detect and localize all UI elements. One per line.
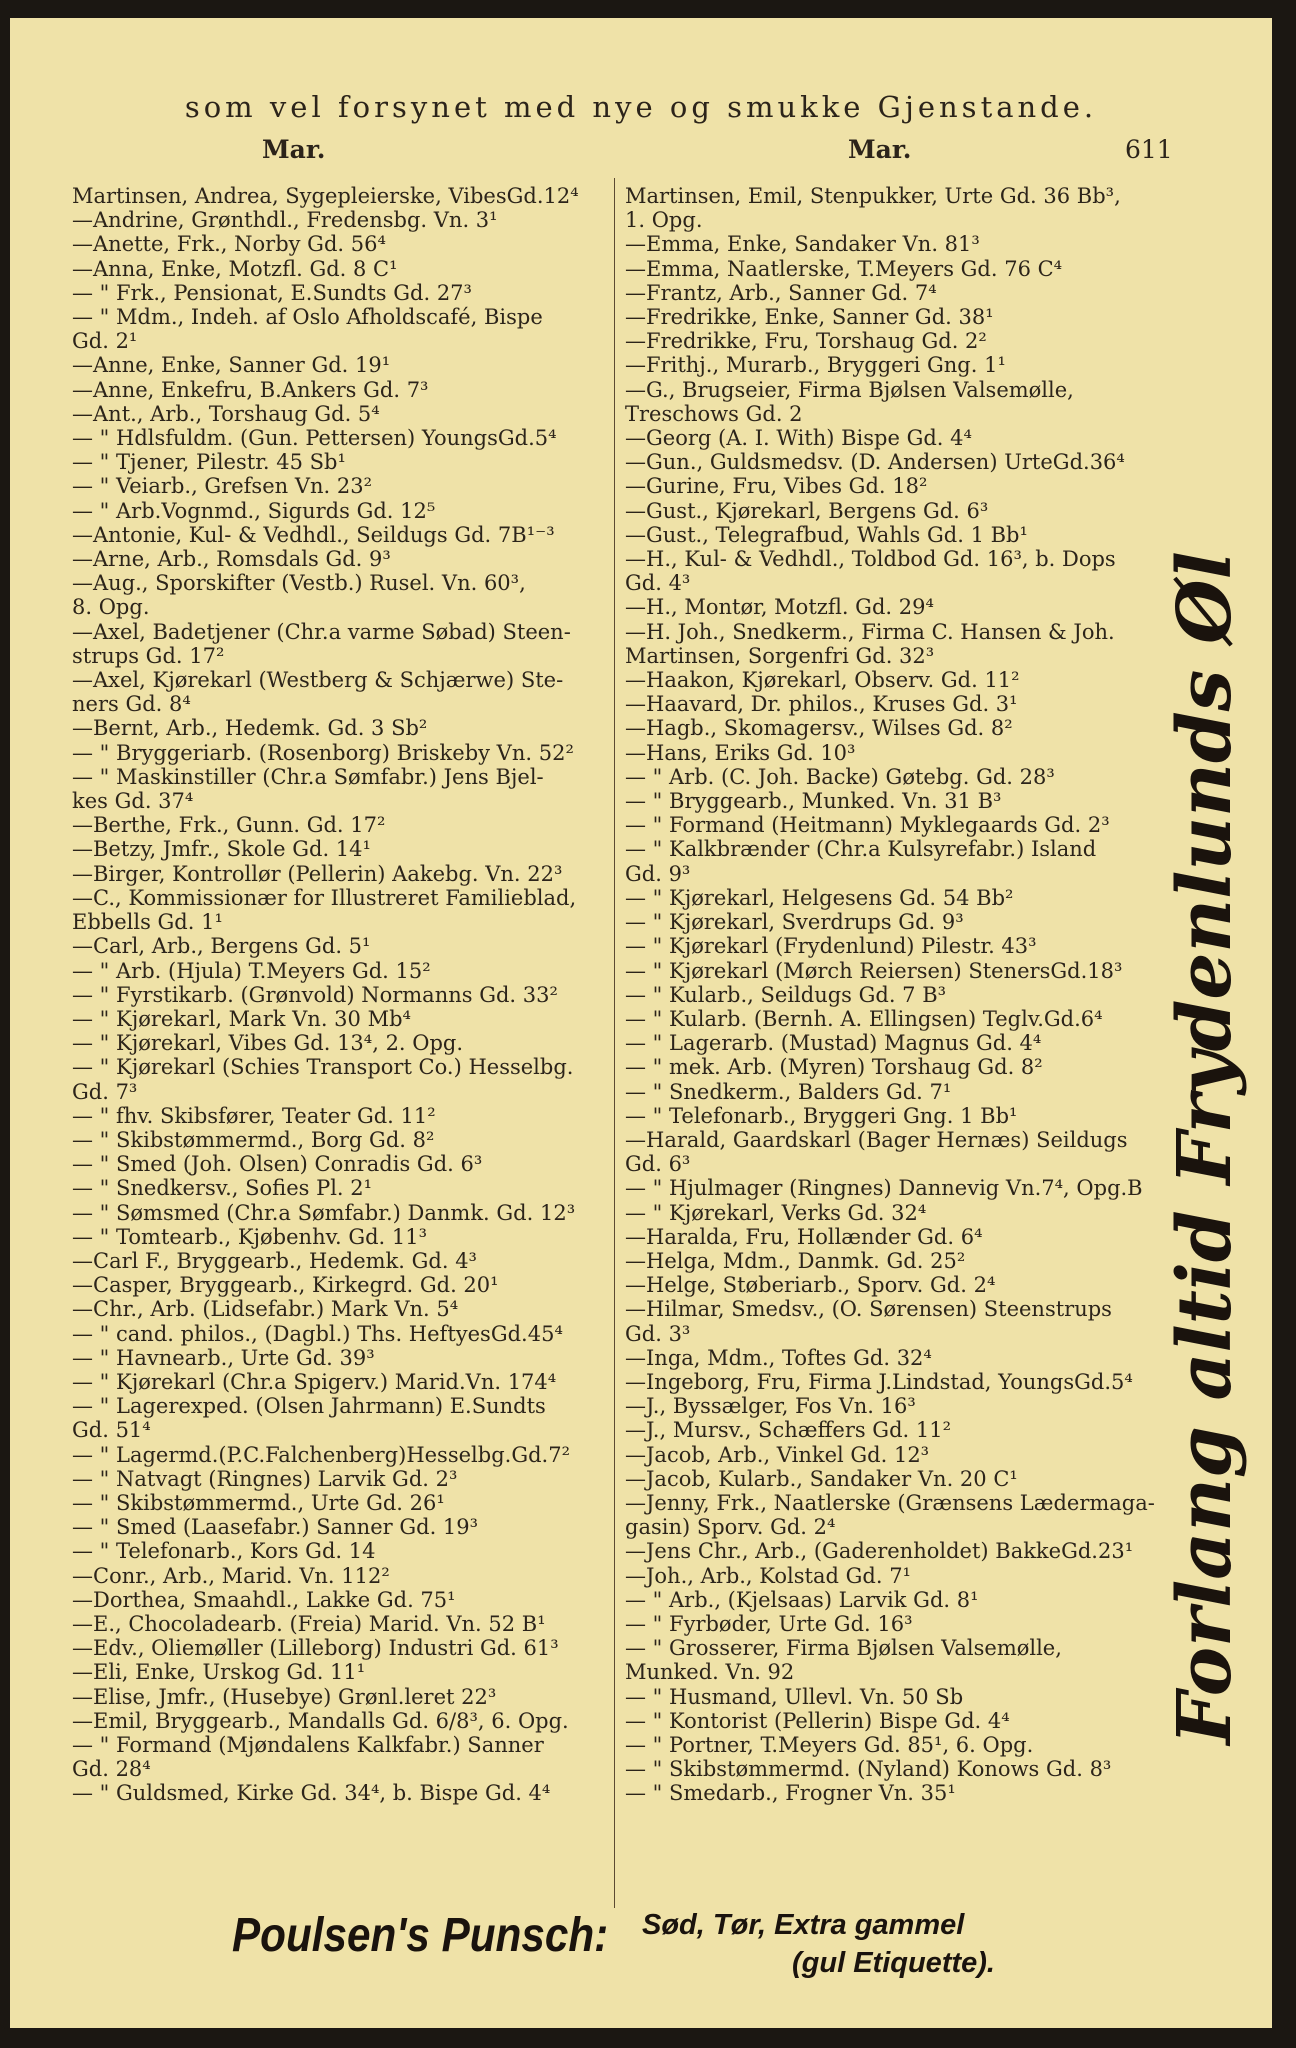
directory-entry: —Ant., Arb., Torshaug Gd. 5⁴ — [72, 401, 380, 426]
directory-entry: —Inga, Mdm., Toftes Gd. 32⁴ — [625, 1345, 932, 1370]
directory-entry: 1. Opg. — [625, 208, 703, 233]
directory-entry: —Fredrikke, Fru, Torshaug Gd. 2² — [625, 329, 987, 354]
directory-entry: — " Fyrstikarb. (Grønvold) Normanns Gd. 33² — [72, 982, 558, 1007]
directory-entry: — " Snedkersv., Sofies Pl. 2¹ — [72, 1176, 373, 1201]
directory-entry: —Berthe, Frk., Gunn. Gd. 17² — [72, 813, 386, 838]
directory-entry: — " Kjørekarl (Chr.a Spigerv.) Marid.Vn. 174⁴ — [72, 1369, 557, 1394]
directory-entry: — " Kalkbrænder (Chr.a Kulsyrefabr.) Island — [625, 837, 1097, 862]
directory-entry: — " Bryggeriarb. (Rosenborg) Briskeby Vn. 52² — [72, 740, 574, 765]
directory-entry: — " Snedkerm., Balders Gd. 7¹ — [625, 1079, 952, 1104]
directory-entry: — " Kjørekarl, Helgesens Gd. 54 Bb² — [625, 885, 1014, 910]
directory-entry: —Anne, Enke, Sanner Gd. 19¹ — [72, 353, 391, 378]
directory-entry: Gd. 28⁴ — [72, 1757, 151, 1782]
directory-entry: —Andrine, Grønthdl., Fredensbg. Vn. 3¹ — [72, 208, 498, 233]
top-advertisement: som vel forsynet med nye og smukke Gjenstande. — [184, 90, 1098, 124]
directory-entry: Treschows Gd. 2 — [625, 401, 803, 426]
directory-entry: —H., Kul- & Vedhdl., Toldbod Gd. 16³, b. Dops — [625, 547, 1116, 572]
directory-entry: —Jacob, Kularb., Sandaker Vn. 20 C¹ — [625, 1466, 1018, 1491]
directory-entry: —Joh., Arb., Kolstad Gd. 7¹ — [625, 1563, 911, 1588]
directory-entry: —Georg (A. I. With) Bispe Gd. 4⁴ — [625, 426, 972, 451]
directory-entry: — " Kjørekarl (Frydenlund) Pilestr. 43³ — [625, 934, 1037, 959]
directory-entry: — " Kjørekarl (Schies Transport Co.) Hesselbg. — [72, 1055, 574, 1080]
directory-entry: —Elise, Jmfr., (Husebye) Grønl.leret 22³ — [72, 1684, 497, 1709]
directory-entry: — " Hdlsfuldm. (Gun. Pettersen) YoungsGd.5⁴ — [72, 426, 557, 451]
directory-entry: —Gurine, Fru, Vibes Gd. 18² — [625, 474, 928, 499]
directory-entry: —Anette, Frk., Norby Gd. 56⁴ — [72, 232, 386, 257]
directory-entry: —Fredrikke, Enke, Sanner Gd. 38¹ — [625, 305, 994, 330]
left-column-heading: Mar. — [262, 135, 326, 164]
directory-entry: —Anna, Enke, Motzfl. Gd. 8 C¹ — [72, 256, 398, 281]
directory-entry: — " Guldsmed, Kirke Gd. 34⁴, b. Bispe Gd. 4⁴ — [72, 1781, 551, 1806]
page-number: 611 — [1125, 135, 1173, 164]
directory-entry: Gd. 9³ — [625, 861, 691, 886]
directory-entry: — " Kjørekarl (Mørch Reiersen) StenersGd.18³ — [625, 958, 1123, 983]
directory-entry: — " Fyrbøder, Urte Gd. 16³ — [625, 1611, 913, 1636]
directory-entry: — " Bryggearb., Munked. Vn. 31 B³ — [625, 789, 1002, 814]
directory-entry: ners Gd. 8⁴ — [72, 692, 191, 717]
directory-entry: —Harald, Gaardskarl (Bager Hernæs) Seildugs — [625, 1127, 1128, 1152]
directory-entry: —Eli, Enke, Urskog Gd. 11¹ — [72, 1660, 366, 1685]
directory-entry: — " Havnearb., Urte Gd. 39³ — [72, 1345, 375, 1370]
directory-entry: — " Skibstømmermd. (Nyland) Konows Gd. 8³ — [625, 1757, 1112, 1782]
directory-entry: — " Formand (Mjøndalens Kalkfabr.) Sanner — [72, 1733, 544, 1757]
directory-entry: Gd. 3³ — [625, 1321, 691, 1346]
directory-entry: — " Husmand, Ullevl. Vn. 50 Sb — [625, 1684, 964, 1709]
directory-entry: —Emma, Enke, Sandaker Vn. 81³ — [625, 232, 980, 257]
directory-entry: — " Kjørekarl, Sverdrups Gd. 9³ — [625, 910, 964, 935]
directory-entry: —H., Montør, Motzfl. Gd. 29⁴ — [625, 595, 934, 620]
bottom-right-ad-line1: Sød, Tør, Extra gammel — [642, 1909, 965, 1941]
directory-entry: — " Formand (Heitmann) Myklegaards Gd. 2³ — [625, 813, 1110, 838]
directory-entry: —Jenny, Frk., Naatlerske (Grænsens Lædermaga- — [625, 1490, 1155, 1515]
directory-entry: —E., Chocoladearb. (Freia) Marid. Vn. 52 B¹ — [72, 1611, 546, 1636]
directory-entry: —Anne, Enkefru, B.Ankers Gd. 7³ — [72, 377, 429, 402]
directory-entry: —Axel, Kjørekarl (Westberg & Schjærwe) Ste- — [72, 668, 564, 693]
directory-entry: Gd. 7³ — [72, 1079, 138, 1104]
directory-entry: Ebbells Gd. 1¹ — [72, 910, 223, 935]
directory-entry: — " Hjulmager (Ringnes) Dannevig Vn.7⁴, Opg.B — [625, 1176, 1143, 1201]
directory-entry: — " Arb. (C. Joh. Backe) Gøtebg. Gd. 28³ — [625, 764, 1055, 789]
directory-entry: — " Smed (Laasefabr.) Sanner Gd. 19³ — [72, 1515, 479, 1540]
directory-entry: — " Tjener, Pilestr. 45 Sb¹ — [72, 450, 346, 475]
directory-entry: —Casper, Bryggearb., Kirkegrd. Gd. 20¹ — [72, 1273, 499, 1298]
directory-entry: —Gun., Guldsmedsv. (D. Andersen) UrteGd.36⁴ — [625, 450, 1125, 475]
directory-entry: —Bernt, Arb., Hedemk. Gd. 3 Sb² — [72, 716, 428, 741]
directory-entry: — " Maskinstiller (Chr.a Sømfabr.) Jens Bjel- — [72, 764, 544, 789]
directory-entry: —Carl F., Bryggearb., Hedemk. Gd. 4³ — [72, 1248, 477, 1273]
directory-entry: — " Kjørekarl, Vibes Gd. 13⁴, 2. Opg. — [72, 1031, 464, 1056]
bottom-left-advertisement: Poulsen's Punsch: — [232, 1909, 609, 1962]
directory-entry: —Gust., Kjørekarl, Bergens Gd. 6³ — [625, 498, 989, 523]
directory-entry: 8. Opg. — [72, 595, 150, 620]
left-column — [72, 184, 612, 1806]
directory-entry: —Frantz, Arb., Sanner Gd. 7⁴ — [625, 280, 937, 305]
directory-entry: — " Natvagt (Ringnes) Larvik Gd. 2³ — [72, 1466, 458, 1491]
directory-entry: —Helge, Støberiarb., Sporv. Gd. 2⁴ — [625, 1273, 996, 1298]
directory-entry: —Axel, Badetjener (Chr.a varme Søbad) Steen- — [72, 619, 571, 644]
directory-entry: — " Portner, T.Meyers Gd. 85¹, 6. Opg. — [625, 1733, 1034, 1757]
directory-entry: — " Mdm., Indeh. af Oslo Afholdscafé, Bispe — [72, 305, 543, 330]
directory-entry: —Birger, Kontrollør (Pellerin) Aakebg. Vn. 22³ — [72, 861, 563, 886]
directory-entry: — " Lagermd.(P.C.Falchenberg)Hesselbg.Gd.7² — [72, 1442, 570, 1467]
directory-entry: —Jens Chr., Arb., (Gaderenholdet) BakkeGd.23¹ — [625, 1539, 1134, 1564]
directory-entry: —J., Mursv., Schæffers Gd. 11² — [625, 1418, 952, 1443]
directory-entry: —H. Joh., Snedkerm., Firma C. Hansen & Joh. — [625, 619, 1115, 644]
directory-entry: —Antonie, Kul- & Vedhdl., Seildugs Gd. 7B¹⁻³ — [72, 522, 555, 547]
bottom-right-advertisement — [642, 1906, 995, 1982]
directory-entry: kes Gd. 37⁴ — [72, 789, 194, 814]
right-column-heading: Mar. — [848, 135, 912, 164]
directory-entry: —Ingeborg, Fru, Firma J.Lindstad, YoungsGd.5⁴ — [625, 1369, 1133, 1394]
directory-entry: — " Skibstømmermd., Borg Gd. 8² — [72, 1127, 435, 1152]
directory-entry: —Emma, Naatlerske, T.Meyers Gd. 76 C⁴ — [625, 256, 1063, 281]
directory-entry: —Jacob, Arb., Vinkel Gd. 12³ — [625, 1442, 930, 1467]
directory-entry: Gd. 2¹ — [72, 329, 138, 354]
directory-entry: —Helga, Mdm., Danmk. Gd. 25² — [625, 1248, 966, 1273]
directory-entry: —Haavard, Dr. philos., Kruses Gd. 3¹ — [625, 692, 1018, 717]
directory-entry: — " Arb. (Hjula) T.Meyers Gd. 15² — [72, 958, 431, 983]
directory-entry: gasin) Sporv. Gd. 2⁴ — [625, 1515, 836, 1540]
directory-entry: —Haakon, Kjørekarl, Observ. Gd. 11² — [625, 668, 1020, 693]
directory-entry: —Frithj., Murarb., Bryggeri Gng. 1¹ — [625, 353, 1006, 378]
directory-entry: Martinsen, Sorgenfri Gd. 32³ — [625, 643, 935, 668]
directory-entry: — " Veiarb., Grefsen Vn. 23² — [72, 474, 373, 499]
directory-entry: — " Telefonarb., Kors Gd. 14 — [72, 1539, 376, 1564]
directory-entry: — " Kjørekarl, Verks Gd. 32⁴ — [625, 1200, 927, 1225]
directory-entry: — " cand. philos., (Dagbl.) Ths. HeftyesGd.45⁴ — [72, 1321, 563, 1346]
directory-entry: — " Arb., (Kjelsaas) Larvik Gd. 8¹ — [625, 1587, 979, 1612]
directory-entry: —Carl, Arb., Bergens Gd. 5¹ — [72, 934, 371, 959]
directory-entry: — " Grosserer, Firma Bjølsen Valsemølle, — [625, 1636, 1062, 1661]
directory-entry: —Gust., Telegrafbud, Wahls Gd. 1 Bb¹ — [625, 522, 1028, 547]
directory-entry: —Conr., Arb., Marid. Vn. 112² — [72, 1563, 390, 1588]
directory-entry: —Dorthea, Smaahdl., Lakke Gd. 75¹ — [72, 1587, 456, 1612]
directory-entry: — " Lagerexped. (Olsen Jahrmann) E.Sundts — [72, 1394, 546, 1419]
directory-entry: — " Sømsmed (Chr.a Sømfabr.) Danmk. Gd. 12³ — [72, 1200, 576, 1225]
directory-entry: strups Gd. 17² — [72, 643, 225, 668]
directory-entry: —G., Brugseier, Firma Bjølsen Valsemølle, — [625, 377, 1074, 402]
directory-entry: Gd. 4³ — [625, 571, 691, 596]
directory-entry: —Chr., Arb. (Lidsefabr.) Mark Vn. 5⁴ — [72, 1297, 459, 1322]
directory-entry: — " Skibstømmermd., Urte Gd. 26¹ — [72, 1490, 445, 1515]
directory-entry: Munked. Vn. 92 — [625, 1660, 795, 1685]
directory-entry: —Betzy, Jmfr., Skole Gd. 14¹ — [72, 837, 371, 862]
directory-entry: Martinsen, Emil, Stenpukker, Urte Gd. 36 Bb³, — [625, 184, 1121, 208]
directory-entry: Gd. 6³ — [625, 1152, 691, 1177]
directory-entry: —C., Kommissionær for Illustreret Familieblad, — [72, 885, 577, 910]
bottom-right-ad-line2: (gul Etiquette). — [792, 1947, 995, 1979]
directory-page — [10, 18, 1272, 2028]
directory-entry: — " Lagerarb. (Mustad) Magnus Gd. 4⁴ — [625, 1031, 1042, 1056]
directory-entry: — " fhv. Skibsfører, Teater Gd. 11² — [72, 1103, 436, 1128]
directory-entry: —Arne, Arb., Romsdals Gd. 9³ — [72, 547, 391, 572]
directory-entry: — " Tomtearb., Kjøbenhv. Gd. 11³ — [72, 1224, 428, 1249]
vertical-advertisement: Forlang altid Frydenlunds Øl — [1162, 551, 1248, 1745]
column-divider — [614, 178, 615, 1908]
directory-entry: Gd. 51⁴ — [72, 1418, 151, 1443]
directory-entry: — " Frk., Pensionat, E.Sundts Gd. 27³ — [72, 280, 472, 305]
directory-entry: — " Kularb., Seildugs Gd. 7 B³ — [625, 982, 947, 1007]
directory-entry: — " Telefonarb., Bryggeri Gng. 1 Bb¹ — [625, 1103, 1018, 1128]
directory-entry: —J., Byssælger, Fos Vn. 16³ — [625, 1394, 916, 1419]
right-column — [625, 184, 1165, 1806]
directory-entry: —Haralda, Fru, Hollænder Gd. 6⁴ — [625, 1224, 983, 1249]
directory-entry: —Edv., Oliemøller (Lilleborg) Industri Gd. 61³ — [72, 1636, 559, 1661]
directory-entry: — " mek. Arb. (Myren) Torshaug Gd. 8² — [625, 1055, 1043, 1080]
directory-entry: — " Smed (Joh. Olsen) Conradis Gd. 6³ — [72, 1152, 483, 1177]
directory-entry: —Hagb., Skomagersv., Wilses Gd. 8² — [625, 716, 1013, 741]
directory-entry: Martinsen, Andrea, Sygepleierske, VibesGd.12⁴ — [72, 184, 579, 208]
directory-entry: — " Kjørekarl, Mark Vn. 30 Mb⁴ — [72, 1006, 411, 1031]
directory-entry: — " Arb.Vognmd., Sigurds Gd. 12⁵ — [72, 498, 436, 523]
directory-entry: —Aug., Sporskifter (Vestb.) Rusel. Vn. 60³, — [72, 571, 526, 596]
directory-entry: — " Kularb. (Bernh. A. Ellingsen) Teglv.Gd.6⁴ — [625, 1006, 1103, 1031]
directory-entry: — " Kontorist (Pellerin) Bispe Gd. 4⁴ — [625, 1708, 1010, 1733]
directory-entry: —Emil, Bryggearb., Mandalls Gd. 6/8³, 6. Opg. — [72, 1708, 569, 1733]
directory-entry: —Hans, Eriks Gd. 10³ — [625, 740, 856, 765]
directory-entry: —Hilmar, Smedsv., (O. Sørensen) Steenstrups — [625, 1297, 1112, 1322]
directory-entry: — " Smedarb., Frogner Vn. 35¹ — [625, 1781, 956, 1806]
